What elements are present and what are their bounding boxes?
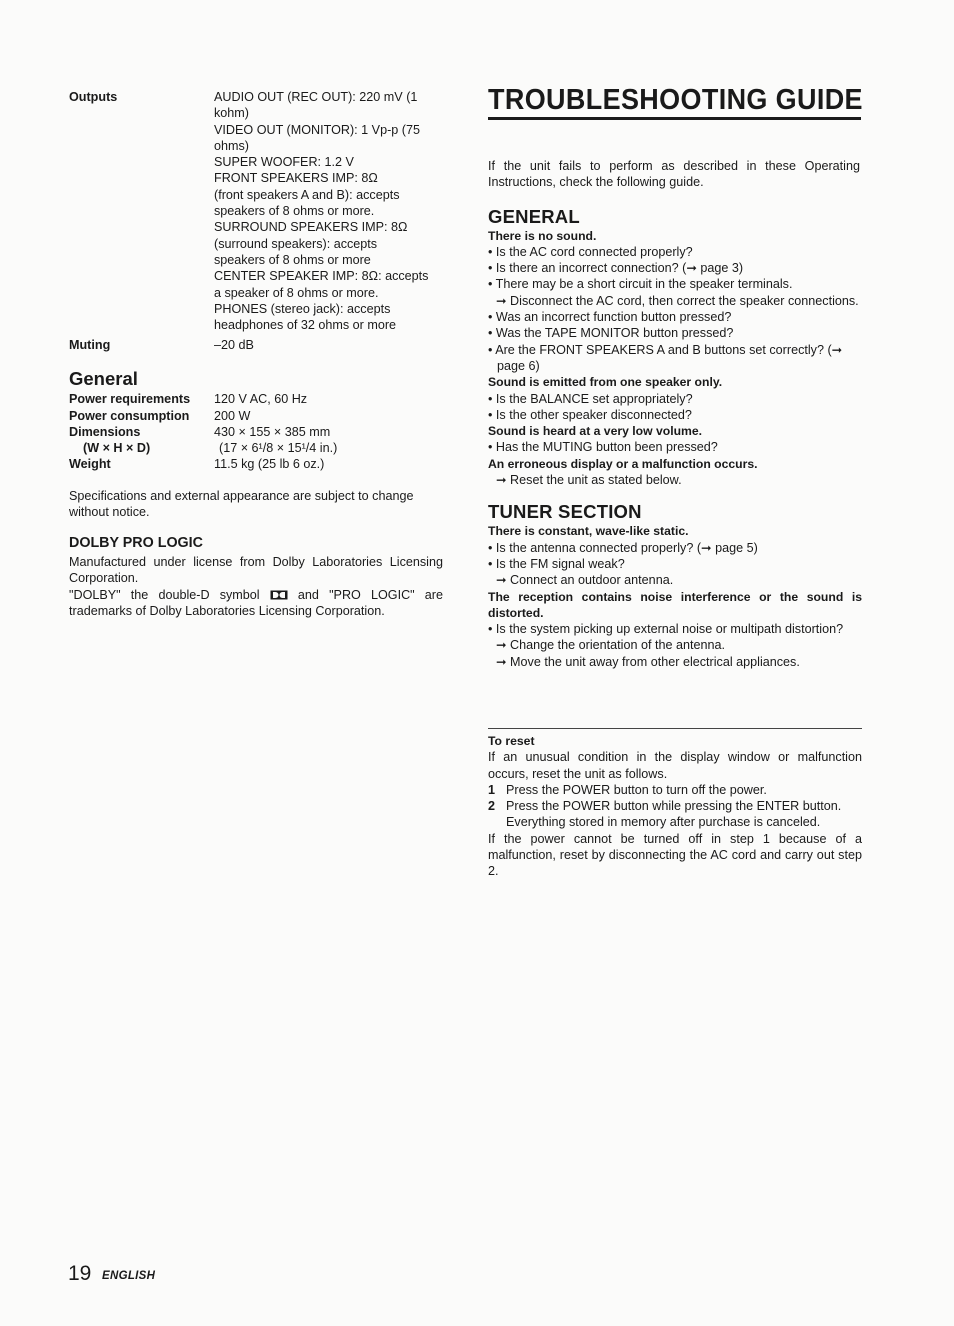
remedy-item: ➞ Change the orientation of the antenna. [496, 638, 726, 653]
noise-remedies [488, 637, 863, 670]
reset-divider [488, 728, 862, 729]
spec-value-power-requirements: 120 V AC, 60 Hz [214, 392, 308, 406]
spec-value-outputs [214, 89, 449, 333]
spec-value-line: kohm) [214, 106, 249, 121]
spec-value-dimensions-inches: (17 × 6¹/8 × 15¹/4 in.) [219, 441, 338, 455]
troubleshooting-intro: If the unit fails to perform as described in these Operating Instructions, check the following guide. [488, 159, 860, 190]
list-item: • There may be a short circuit in the speaker terminals. [488, 277, 793, 292]
general-specs-heading: General [69, 368, 138, 389]
display-remedy: ➞ Reset the unit as stated below. [496, 473, 682, 488]
title-underline [488, 117, 861, 120]
spec-value-line: (surround speakers): accepts [214, 236, 378, 251]
spec-value-line: CENTER SPEAKER IMP: 8Ω: accepts [214, 269, 429, 284]
spec-value-line: VIDEO OUT (MONITOR): 1 Vp-p (75 [214, 122, 420, 137]
spec-value-line: PHONES (stereo jack): accepts [214, 301, 391, 316]
list-item: • Is the AC cord connected properly? [488, 244, 693, 259]
low-volume-list [488, 439, 863, 455]
no-sound-remedy: ➞ Disconnect the AC cord, then correct the speaker connections. [496, 293, 859, 308]
one-speaker-list [488, 391, 863, 424]
spec-value-weight: 11.5 kg (25 lb 6 oz.) [214, 457, 325, 471]
reset-section [488, 733, 863, 880]
question-noise: The reception contains noise interference or the sound is distorted. [488, 589, 862, 620]
spec-value-line: speakers of 8 ohms or more. [214, 204, 375, 219]
dolby-trademark-post: and "PRO LOGIC" are trademarks of Dolby Laboratories Licensing Corporation. [69, 588, 443, 619]
spec-label-weight: Weight [69, 457, 111, 471]
spec-value-muting: –20 dB [214, 338, 254, 352]
dolby-trademark-text [69, 587, 443, 620]
list-item: • Is the FM signal weak? [488, 556, 625, 571]
spec-value-line: AUDIO OUT (REC OUT): 220 mV (1 [214, 90, 418, 104]
reset-step-1-number: 1 [488, 782, 496, 797]
reset-step-2-number: 2 [488, 799, 496, 814]
dolby-double-d-icon [270, 590, 288, 600]
spec-value-dimensions: 430 × 155 × 385 mm [214, 425, 331, 439]
list-item: • Was an incorrect function button pressed? [488, 310, 732, 325]
reset-step-2 [488, 798, 863, 831]
general-section-heading: GENERAL [488, 205, 580, 227]
spec-label-power-requirements: Power requirements [69, 392, 191, 406]
dolby-trademark-pre: "DOLBY" the double-D symbol [69, 588, 260, 602]
reset-step-1-text: Press the POWER button to turn off the power. [506, 782, 767, 797]
noise-list [488, 621, 863, 637]
spec-notice: Specifications and external appearance are subject to change without notice. [69, 489, 414, 520]
spec-label-outputs: Outputs [69, 90, 118, 104]
troubleshooting-column [488, 158, 863, 670]
list-item: • Is there an incorrect connection? (➞ page 3) [488, 261, 744, 276]
question-static: There is constant, wave-like static. [488, 524, 689, 539]
question-one-speaker: Sound is emitted from one speaker only. [488, 375, 723, 390]
no-sound-list [488, 244, 863, 293]
spec-value-line: SUPER WOOFER: 1.2 V [214, 155, 354, 170]
no-sound-list-2 [488, 309, 863, 374]
reset-step-1 [488, 782, 863, 798]
spec-value-line: speakers of 8 ohms or more [214, 252, 371, 267]
question-low-volume: Sound is heard at a very low volume. [488, 424, 703, 439]
static-remedy: ➞ Connect an outdoor antenna. [496, 573, 674, 588]
spec-value-line: a speaker of 8 ohms or more. [214, 285, 379, 300]
spec-value-line: SURROUND SPEAKERS IMP: 8Ω [214, 220, 408, 235]
static-list [488, 540, 863, 573]
spec-value-line: (front speakers A and B): accepts [214, 187, 400, 202]
spec-value-power-consumption: 200 W [214, 409, 251, 423]
list-item: • Is the system picking up external noise or multipath distortion? [488, 622, 844, 637]
page-number: 19 [68, 1262, 92, 1285]
spec-label-dimensions-sub: (W × H × D) [83, 441, 151, 455]
list-item: • Is the BALANCE set appropriately? [488, 391, 693, 406]
list-item: • Has the MUTING button been pressed? [488, 440, 718, 455]
list-item: • Was the TAPE MONITOR button pressed? [488, 326, 734, 341]
list-item: • Are the FRONT SPEAKERS A and B buttons set correctly? (➞ page 6) [488, 342, 843, 373]
spec-value-line: ohms) [214, 138, 249, 153]
list-item: • Is the other speaker disconnected? [488, 407, 692, 422]
page-language: ENGLISH [102, 1270, 156, 1282]
dolby-heading: DOLBY PRO LOGIC [69, 535, 203, 551]
reset-intro: If an unusual condition in the display window or malfunction occurs, reset the unit as follows. [488, 750, 862, 781]
list-item: • Is the antenna connected properly? (➞ page 5) [488, 540, 758, 555]
spec-value-line: headphones of 32 ohms or more [214, 318, 397, 333]
tuner-section-heading: TUNER SECTION [488, 501, 642, 523]
remedy-item: ➞ Move the unit away from other electrical appliances. [496, 654, 800, 669]
spec-label-muting: Muting [69, 338, 111, 352]
question-no-sound: There is no sound. [488, 228, 597, 243]
spec-value-line: FRONT SPEAKERS IMP: 8Ω [214, 171, 378, 186]
spec-label-dimensions: Dimensions [69, 425, 141, 439]
dolby-license-text: Manufactured under license from Dolby Laboratories Licensing Corporation. [69, 555, 443, 586]
reset-heading: To reset [488, 734, 535, 748]
spec-label-power-consumption: Power consumption [69, 409, 190, 423]
question-display-malfunction: An erroneous display or a malfunction occurs. [488, 456, 758, 471]
page-title: TROUBLESHOOTING GUIDE [488, 84, 863, 116]
reset-step-2-text: Press the POWER button while pressing the ENTER button. Everything stored in memory after purchase is canceled. [506, 799, 842, 830]
reset-outro: If the power cannot be turned off in step 1 because of a malfunction, reset by disconnecting the AC cord and carry out step 2. [488, 831, 862, 879]
